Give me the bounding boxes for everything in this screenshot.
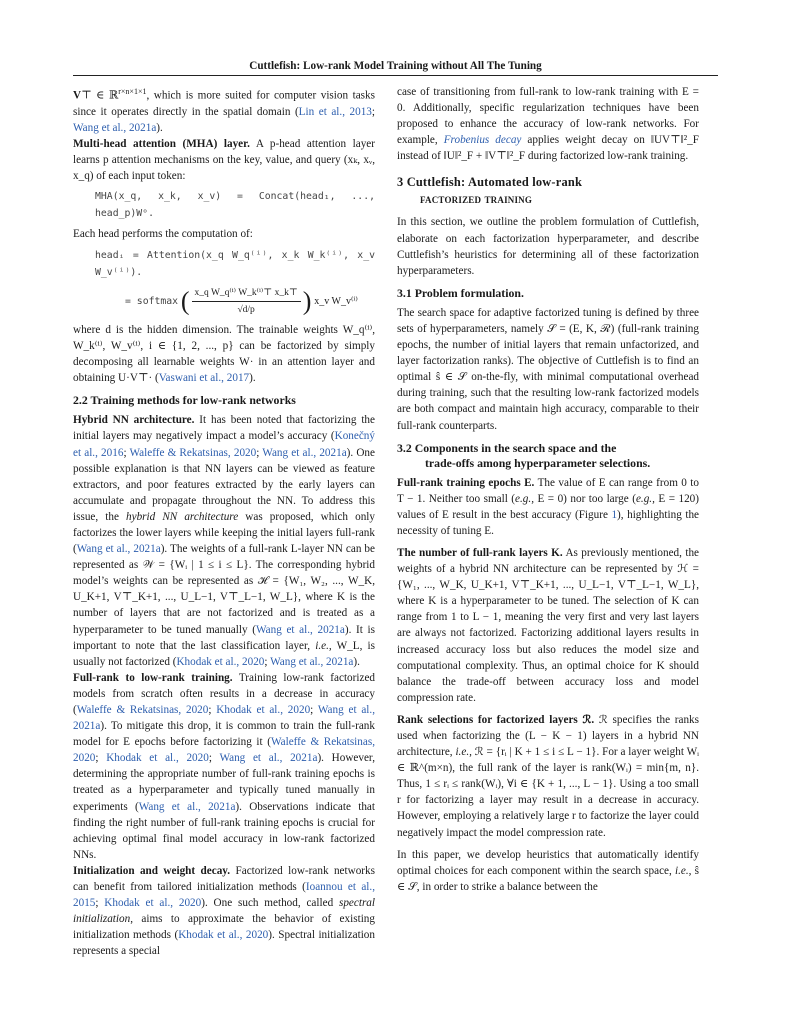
full-rank-heading: Full-rank to low-rank training. (73, 671, 233, 684)
citation[interactable]: Wang et al., 2021a (255, 623, 345, 636)
paragraph-hybrid: Hybrid NN architecture. It has been noted that factorizing the initial layers may negatively impact a model’s accuracy (Konečný et al., 2016; Waleffe & Rekatsinas, 2020; Wang et al., 2021a). One possible explanation is that NN layers can be viewed as feature extractors, and poor features extracted by the early layers can accumulate and propagate throughout the NN. To address this issue, the hybrid NN architecture was proposed, which only factorizes the lower layers while keeping the initial layers full-rank (Wang et al., 2021a). The weights of a full-rank L-layer NN can be represented as 𝒲 = {Wᵢ | 1 ≤ i ≤ L}. The corresponding hybrid model’s weights can be represented as ℋ = {W₁, W₂, ..., W_K, U_K+1, V⊤_K+1, ..., U_L−1, V⊤_L−1, W_L}, where K is the number of layers that are not factorized and is treated as a hyperparameter to be tuned manually (Wang et al., 2021a). It is important to note that the last classification layer, i.e., W_L, is usually not factorized (Khodak et al., 2020; Wang et al., 2021a). (73, 414, 376, 668)
citation[interactable]: Khodak et al., 2020 (216, 704, 311, 717)
initialization-heading: Initialization and weight decay. (73, 864, 231, 877)
citation[interactable]: Wang et al., 2021a (73, 704, 376, 733)
running-header (73, 60, 718, 76)
citation[interactable]: Wang et al., 2021a (219, 752, 318, 765)
running-header-title: Cuttlefish: Low-rank Model Training without All The Tuning (249, 60, 542, 72)
paragraph-where: where d is the hidden dimension. The trainable weights W_q⁽ⁱ⁾, W_k⁽ⁱ⁾, W_v⁽ⁱ⁾, i ∈ {1, 2, ..., p} can be factorized by simply decomposing all learnable weights W· in an attention layer and obtaining U·V⊤· (Vaswani et al., 2017). (73, 323, 375, 385)
section-3-2-heading: 3.2 Components in the search space and the trade-offs among hyperparameter selections. (397, 440, 651, 470)
citation[interactable]: Wang et al., 2021a (138, 800, 236, 813)
paragraph-rank-selection: Rank selections for factorized layers ℛ. ℛ specifies the ranks used when factorizing the (L − K − 1) layers in a hybrid NN architecture, i.e., ℛ = {rᵢ | K + 1 ≤ i ≤ L − 1}. For a layer weight Wᵢ ∈ ℝ^(m×n), the full rank of the layer is rank(Wᵢ) = min{m, n}. Thus, 1 ≤ rᵢ ≤ rank(Wᵢ), ∀i ∈ {K + 1, ..., L − 1}. Using a too small r for factorizing a layer may result in a decrease in accuracy. However, employing a relatively large r to factorize the layer could negatively impact the model compression rate. (397, 713, 700, 839)
citation[interactable]: Wang et al., 2021a (270, 655, 354, 668)
equation-mha: MHA(x_q, x_k, x_v) = Concat(head₁, ..., head_p)Wᵒ. (95, 191, 375, 220)
paragraph-each-head: Each head performs the computation of: (73, 228, 253, 241)
citation[interactable]: Khodak et al., 2020 (176, 655, 265, 668)
paragraph-full-rank: Full-rank to low-rank training. Training low-rank factorized models from scratch often results in a decrease in accuracy (Waleffe & Rekatsinas, 2020; Khodak et al., 2020; Wang et al., 2021a). To mitigate this drop, it is common to train the full-rank model for E epochs before factorizing it (Waleffe & Rekatsinas, 2020; Khodak et al., 2020; Wang et al., 2021a). However, determining the appropriate number of full-rank training epochs is treated as a hyperparameter and typically tuned manually in experiments (Wang et al., 2021a). Observations indicate that finding the right number of full-rank training epochs is crucial for achieving optimal final model accuracy in low-rank factorized NNs. (73, 671, 376, 861)
paragraph-frobenius: case of transitioning from full-rank to low-rank training with E = 0. Additionally, specific regularization techniques have been proposed to enhance the accuracy of low-rank networks. For example, Frobenius decay applies weight decay on ‖UV⊤‖²_F instead of ‖U‖²_F + ‖V⊤‖²_F during factorized low-rank training. (397, 86, 699, 163)
hybrid-heading: Hybrid NN architecture. (73, 414, 195, 427)
mha-heading: Multi-head attention (MHA) layer. (73, 138, 250, 151)
citation[interactable]: Waleffe & Rekatsinas, 2020 (76, 704, 209, 717)
citation[interactable]: Lin et al., 2013 (298, 105, 372, 118)
paragraph-full-rank-layers: The number of full-rank layers K. As previously mentioned, the weights of a hybrid NN architecture can be represented by ℋ = {W₁, ..., W_K, U_K+1, V⊤_K+1, ..., U_L−1, V⊤_L−1, W_L}, where K is a hyperparameter to be tuned. The selection of K can range from 1 to L − 1, meaning the very first and very last layers are always not factorized. Factorizing additional layers results in increased accuracy loss but also reduces the model size and computational complexity. Thus, an optimal choice for K should balance the trade-off between accuracy loss and model compression rate. (397, 546, 700, 704)
citation[interactable]: Waleffe & Rekatsinas, 2020 (129, 446, 257, 459)
paragraph-mha: Multi-head attention (MHA) layer. A p-head attention layer learns p attention mechanisms on the key, value, and query (xₖ, xᵥ, x_q) of each input token: (73, 138, 375, 183)
paragraph-initialization: Initialization and weight decay. Factorized low-rank networks can benefit from tailored initialization methods (Ioannou et al., 2015; Khodak et al., 2020). One such method, called spectral initialization, aims to approximate the behavior of existing initialization methods (Khodak et al., 2020). Spectral initialization represents a special (73, 864, 376, 958)
citation[interactable]: Khodak et al., 2020 (104, 897, 202, 910)
paragraph-heuristics: In this paper, we develop heuristics that automatically identify optimal choices for each component within the search space, i.e., ŝ ∈ 𝒮, in order to strike a balance between the (397, 848, 699, 893)
citation[interactable]: Frobenius decay (443, 134, 522, 147)
citation[interactable]: Wang et al., 2021a (262, 446, 347, 459)
equation-head: headᵢ = Attention(x_q W_q⁽ⁱ⁾, x_k W_k⁽ⁱ⁾, x_v W_v⁽ⁱ⁾). (95, 249, 375, 278)
citation[interactable]: Vaswani et al., 2017 (158, 372, 250, 385)
left-column (73, 84, 375, 960)
paragraph-full-rank-epochs: Full-rank training epochs E. The value of E can range from 0 to T − 1. Neither too small (e.g., E = 0) nor too large (e.g., E = 120) values of E result in the best accuracy (Figure 1), highlighting the necessity of tuning E. (397, 476, 700, 537)
citation[interactable]: Khodak et al., 2020 (178, 929, 269, 942)
citation[interactable]: Konečný et al., 2016 (73, 430, 375, 459)
paragraph-intro-continued: V⊤ ∈ ℝ$^{r\times n\times 1\times 1}$, which is more suited for computer vision tasks since it operates directly in the spatial domain (Lin et al., 2013; Wang et al., 2021a). (73, 87, 375, 134)
citation[interactable]: Waleffe & Rekatsinas, 2020 (73, 736, 376, 765)
citation[interactable]: Wang et al., 2021a (73, 121, 157, 134)
section-2-2-heading: 2.2 Training methods for low-rank networks (73, 393, 296, 408)
citation[interactable]: Ioannou et al., 2015 (73, 881, 376, 910)
full-rank-layers-heading: The number of full-rank layers K. (397, 546, 563, 559)
paragraph-section-3-intro: In this section, we outline the problem formulation of Cuttlefish, elaborate on each factorization hyperparameter, and describe Cuttlefish’s heuristics for determining all of these factorization hyperparameters. (397, 216, 699, 277)
full-rank-epochs-heading: Full-rank training epochs E. (397, 476, 535, 489)
section-3-1-heading: 3.1 Problem formulation. (397, 285, 524, 300)
equation-softmax: = softmax ( $\frac{\text{x\_q W\_q⁽ⁱ⁾ W\_k⁽ⁱ⁾⊤ x\_k⊤}}{√d/p}$ ) x_v W_v⁽ⁱ⁾ (125, 286, 358, 316)
right-column (397, 84, 699, 895)
paragraph-problem-formulation: The search space for adaptive factorized tuning is defined by three sets of hyperparameters, namely 𝒮 = (E, K, ℛ) (full-rank training epochs, the number of initial layers that remain unfactorized, and layer factorization ranks). The objective of Cuttlefish is to find an optimal ŝ ∈ 𝒮 on-the-fly, with minimal computational overhead during training, such that the resulting low-rank factorized models are both compact and maintain high accuracy, comparable to their full-rank counterparts. (397, 306, 699, 432)
rank-selection-heading: Rank selections for factorized layers ℛ. (397, 713, 595, 726)
section-3-heading: 3 Cuttlefish: Automated low-rank factorized training (397, 175, 583, 207)
figure-reference[interactable]: 1 (611, 508, 618, 521)
citation[interactable]: Khodak et al., 2020 (106, 752, 209, 765)
citation[interactable]: Wang et al., 2021a (76, 543, 161, 556)
